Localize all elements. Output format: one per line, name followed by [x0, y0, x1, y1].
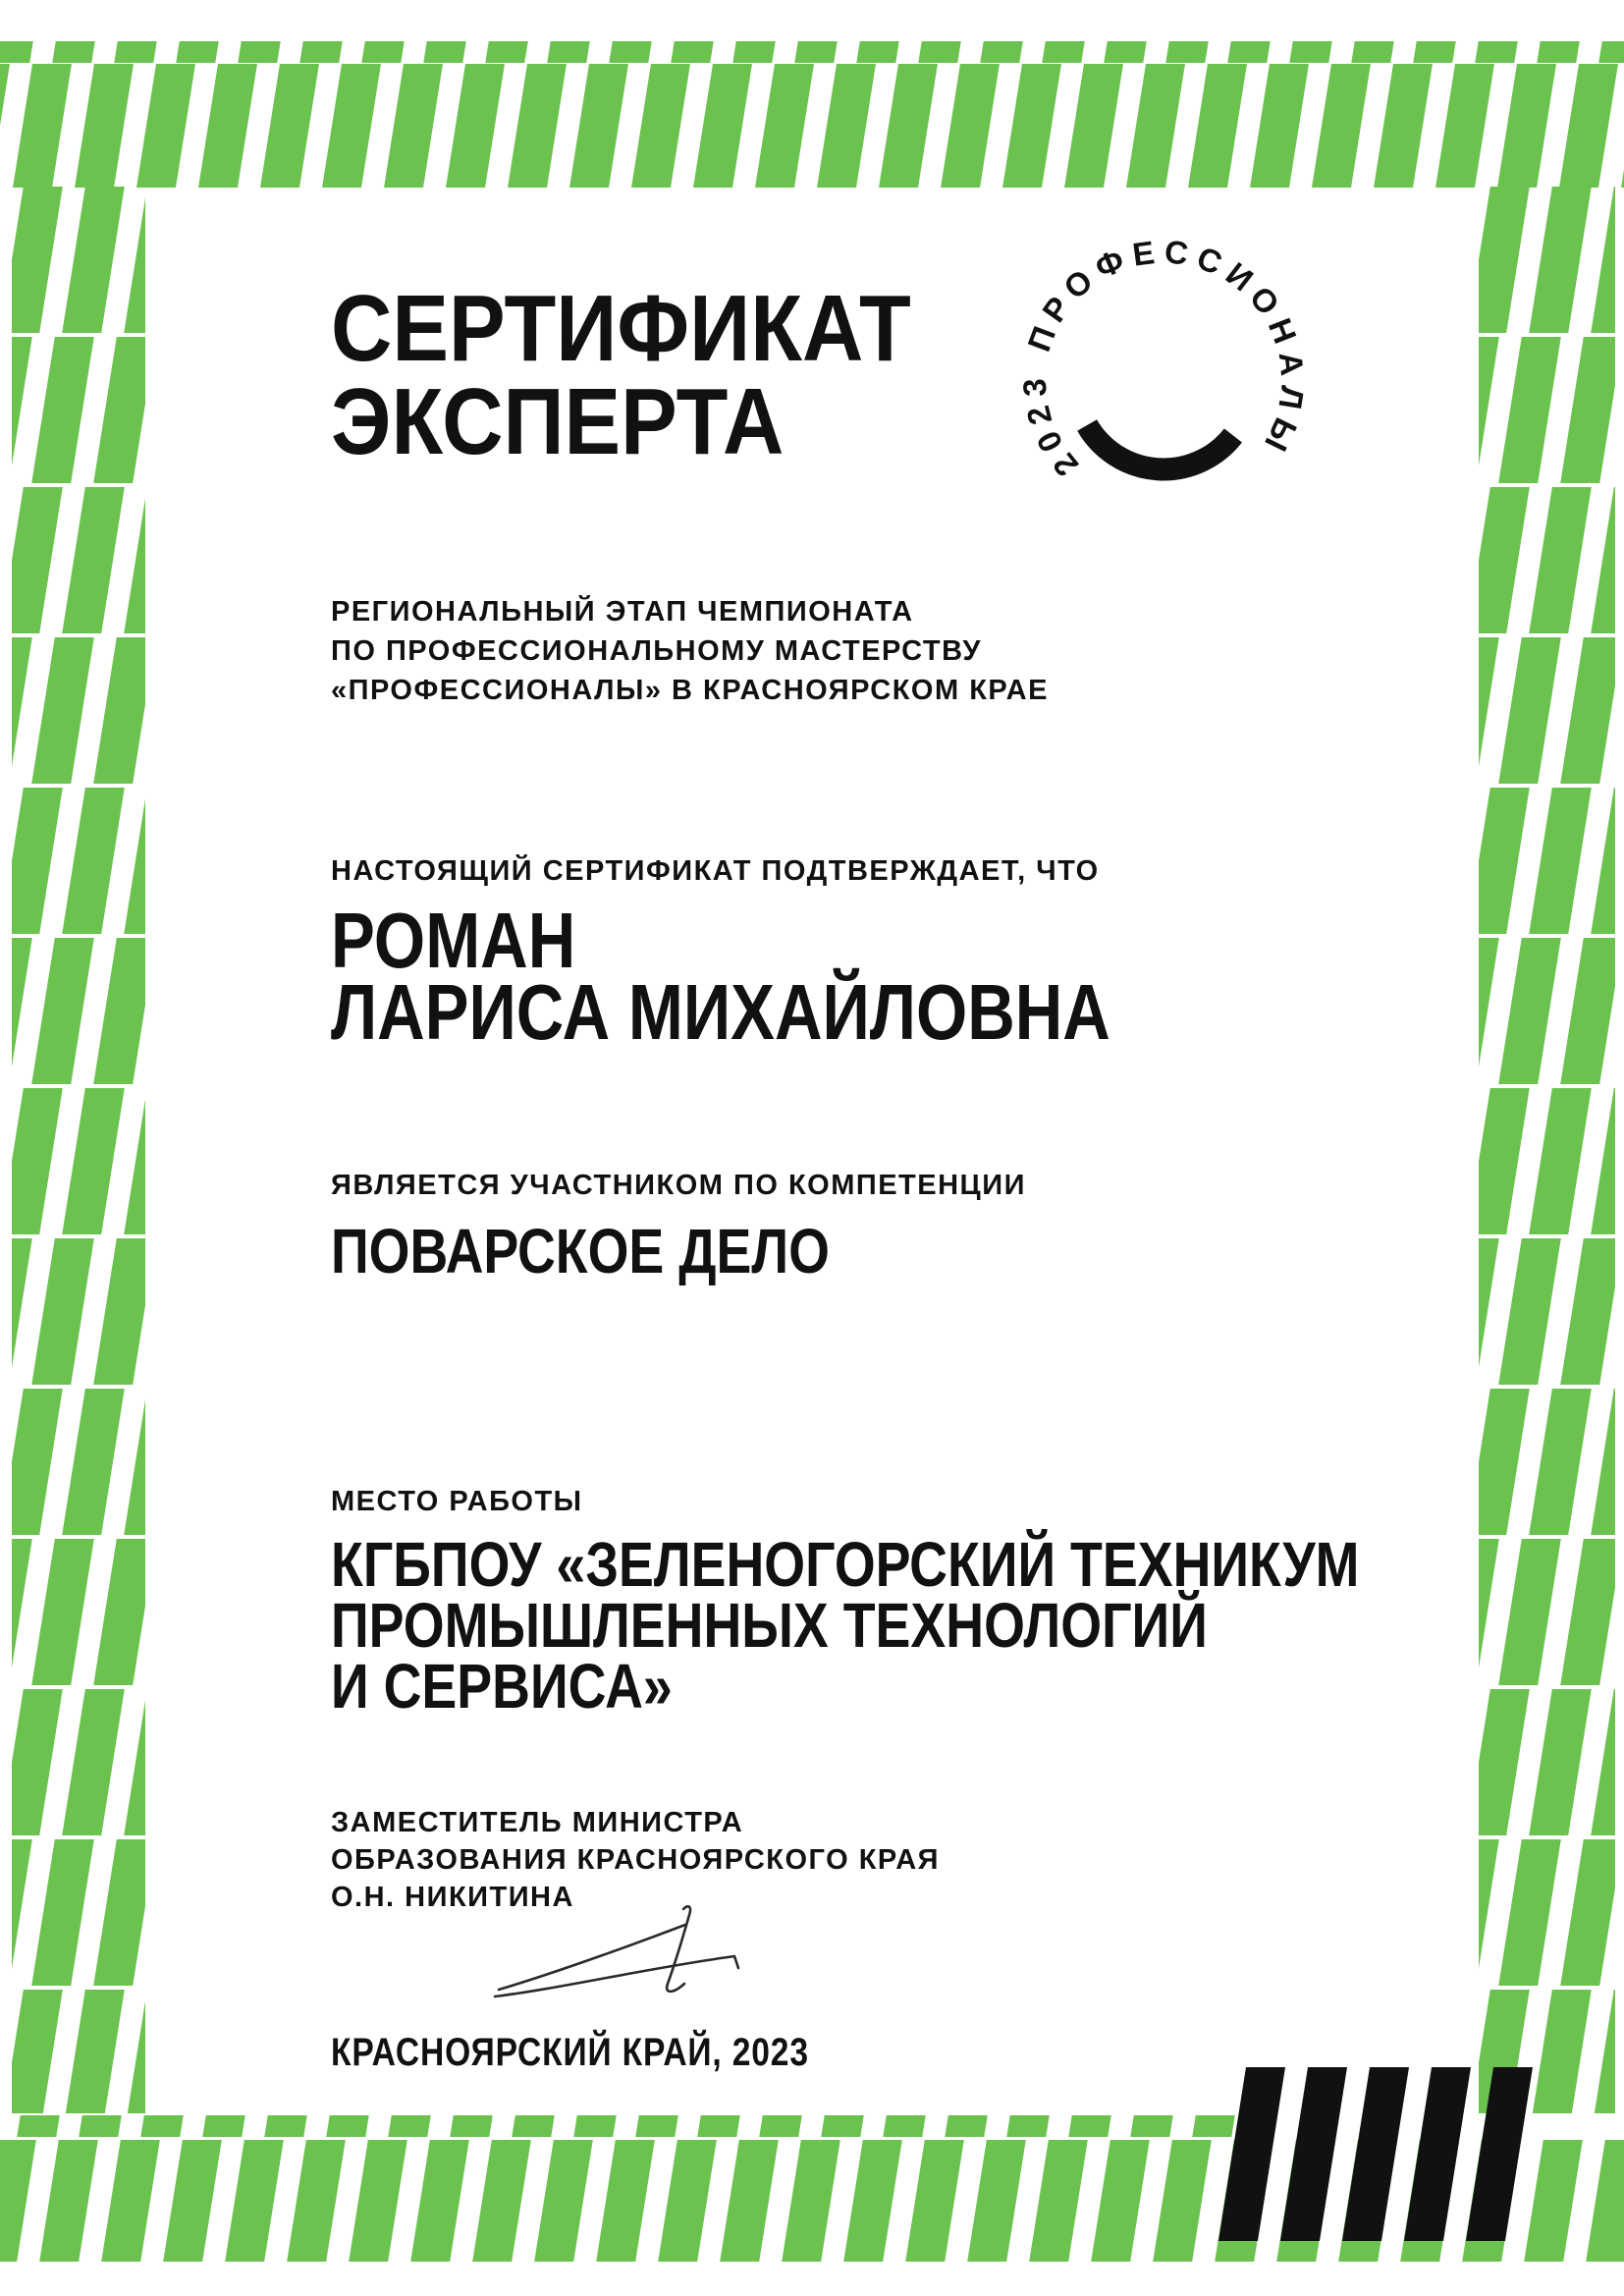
recipient-patronymic-name: ЛАРИСА МИХАЙЛОВНА	[331, 968, 1110, 1056]
signature-image	[491, 1895, 746, 2008]
signatory-line-2: ОБРАЗОВАНИЯ КРАСНОЯРСКОГО КРАЯ	[331, 1844, 941, 1876]
footer-region-year	[331, 2033, 900, 2072]
participant-label: ЯВЛЯЕТСЯ УЧАСТНИКОМ ПО КОМПЕТЕНЦИИ	[331, 1170, 1026, 1201]
workplace-line-1: КГБПОУ «ЗЕЛЕНОГОРСКИЙ ТЕХНИКУМ	[331, 1529, 1360, 1600]
logo-arc	[1087, 425, 1233, 469]
border-left-checker	[12, 187, 145, 2113]
title-line-2: ЭКСПЕРТА	[331, 369, 785, 474]
championship-line-1: РЕГИОНАЛЬНЫЙ ЭТАП ЧЕМПИОНАТА	[331, 596, 914, 628]
competency-name	[331, 1216, 925, 1286]
signatory-line-1: ЗАМЕСТИТЕЛЬ МИНИСТРА	[331, 1807, 744, 1838]
border-top-main-band	[0, 64, 1624, 188]
championship-line-3: «ПРОФЕССИОНАЛЫ» В КРАСНОЯРСКОМ КРАЕ	[331, 675, 1049, 706]
logo-circular-text: 2023 ПРОФЕССИОНАЛЫ	[1015, 233, 1312, 484]
border-bottom-dash-row	[0, 2115, 1233, 2137]
professionaly-2023-logo-icon	[1006, 226, 1321, 540]
title-line-1: СЕРТИФИКАТ	[331, 276, 911, 381]
confirmation-label: НАСТОЯЩИЙ СЕРТИФИКАТ ПОДТВЕРЖДАЕТ, ЧТО	[331, 855, 1100, 887]
championship-block	[331, 592, 1049, 710]
footer-text: КРАСНОЯРСКИЙ КРАЙ, 2023	[331, 2031, 809, 2074]
border-top-dash-row	[0, 41, 1624, 63]
workplace-label: МЕСТО РАБОТЫ	[331, 1486, 583, 1517]
border-right-checker	[1479, 187, 1615, 2113]
workplace-line-3: И СЕРВИСА»	[331, 1651, 673, 1722]
recipient-name	[331, 897, 1259, 1056]
competency-text: ПОВАРСКОЕ ДЕЛО	[331, 1216, 830, 1286]
page-title	[331, 276, 975, 474]
signatory-line-3: О.Н. НИКИТИНА	[331, 1882, 574, 1913]
black-corner-stripes	[1232, 2067, 1527, 2241]
workplace-line-2: ПРОМЫШЛЕННЫХ ТЕХНОЛОГИЙ	[331, 1590, 1208, 1661]
recipient-first-name: РОМАН	[331, 897, 576, 984]
championship-line-2: ПО ПРОФЕССИОНАЛЬНОМУ МАСТЕРСТВУ	[331, 635, 982, 667]
workplace-block	[331, 1529, 1555, 1722]
